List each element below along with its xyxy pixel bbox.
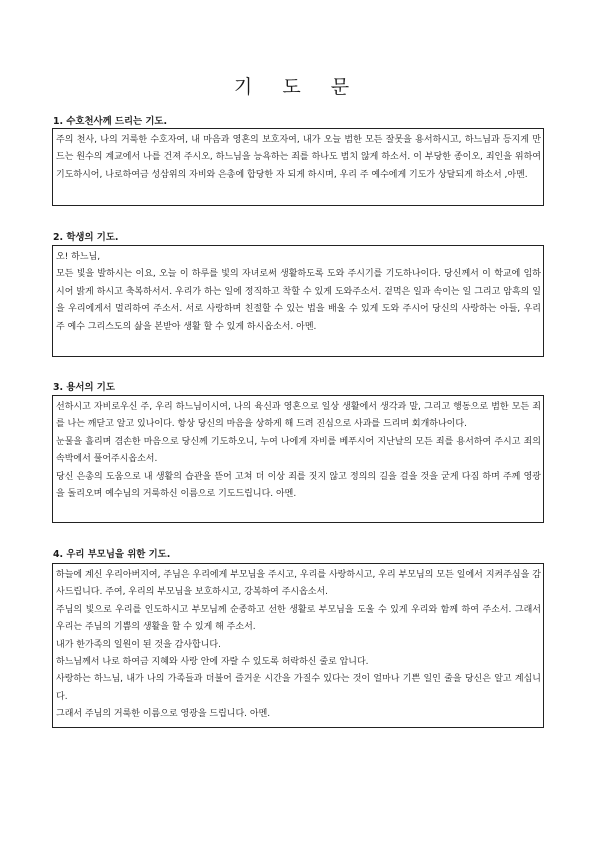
prayer-paragraph: 하느님께서 나로 하여금 지혜와 사랑 안에 자랄 수 있도록 허락하신 줄로 압니다.: [56, 657, 369, 668]
prayer-box-parents: [52, 563, 544, 728]
section-heading-forgiveness: 3. 용서의 기도: [53, 382, 115, 393]
section-heading-parents: 4. 우리 부모님을 위한 기도.: [53, 549, 171, 560]
prayer-paragraph: 하늘에 계신 우리아버지여, 주님은 우리에게 부모님을 주시고, 우리를 사랑하시고, 우리 부모님의 모든 일에서 지켜주심을 감사드립니다. 주여, 우리의 부모님을 보호하시고, 강복하여 주시옵소서.: [56, 570, 541, 598]
prayer-box-student: [52, 245, 544, 357]
prayer-paragraph: 눈물을 흘리며 겸손한 마음으로 당신께 기도하오니, 누여 나에게 자비를 베푸시어 지난날의 모든 죄를 용서하여 주시고 죄의 속박에서 풀어주시옵소서.: [56, 436, 541, 465]
prayer-paragraph: 오! 하느님,: [56, 252, 101, 262]
section-heading-guardian-angel: 1. 수호천사께 드리는 기도.: [53, 116, 168, 127]
prayer-paragraph: 내가 한가족의 일원이 된 것을 감사합니다.: [56, 639, 221, 650]
prayer-paragraph: 선하시고 자비로우신 주, 우리 하느님이시여, 나의 육신과 영혼으로 일상 생활에서 생각과 말, 그리고 행동으로 범한 모든 죄를 나는 깨닫고 알고 있나이다. 항상 당신의 마음을 상하게 해 드려 진심으로 사과를 드리며 회개하나이다.: [56, 402, 541, 430]
prayer-paragraph: 주님의 빛으로 우리를 인도하시고 부모님께 순종하고 선한 생활로 부모님을 도울 수 있게 우리와 함께 하여 주소서. 그래서 우리는 주님의 기쁨의 생활을 할 수 있게 해 주소서.: [56, 604, 541, 633]
prayer-paragraph: 모든 빛을 발하시는 이요, 오늘 이 하루를 빛의 자녀로써 생활하도록 도와 주시기를 기도하나이다. 당신께서 이 학교에 임하시어 밝게 하시고 축복하서서. 우리가 하는 일에 정직하고 착할 수 있게 도와주소서. 겉먹은 일과 속이는 일 그리고 암흑의 일을 우리에게서 멀리하여 주소서. 서로 사랑하며 친절할 수 있는 법을 배울 수 있게 도와 주시어 당신의 사랑하는 아들, 우리 주 예수 그리스도의 삶을 본받아 생활 할 수 있게 하시옵소서. 아멘.: [56, 269, 541, 332]
prayer-paragraph: 그래서 주님의 거룩한 이름으로 영광을 드립니다. 아멘.: [56, 709, 271, 720]
prayer-box-forgiveness: [52, 395, 544, 523]
page-title: 기 도 문: [233, 76, 362, 98]
prayer-paragraph: 주의 천사, 나의 거룩한 수호자여, 내 마음과 영혼의 보호자여, 내가 오늘 범한 모든 잘못을 용서하시고, 하느님과 등지게 만드는 원수의 계교에서 나를 건져 주시오, 하느님을 능욕하는 죄를 하나도 범치 않게 하소서. 이 부당한 종이오, 죄인을 위하여 기도하시어, 나로하여금 성삼위의 자비와 은총에 합당한 자 되게 하시며, 우리 주 예수에게 기도가 상달되게 하소서 ,아멘.: [56, 135, 541, 180]
section-heading-student: 2. 학생의 기도.: [53, 232, 119, 243]
prayer-paragraph: 사랑하는 하느님, 내가 나의 가족들과 더불어 즐거운 시간을 가질수 있다는 것이 얼마나 기쁜 일인 줄을 당신은 알고 계십니다.: [56, 674, 541, 702]
prayer-box-guardian-angel: [52, 128, 544, 206]
prayer-paragraph: 당신 은총의 도움으로 내 생활의 습관을 뜯어 고쳐 더 이상 죄를 짓지 않고 정의의 길을 걸을 것을 굳게 다짐 하며 주께 영광을 돌리오며 예수님의 거룩하신 이름으로 기도드립니다. 아멘.: [56, 471, 541, 500]
